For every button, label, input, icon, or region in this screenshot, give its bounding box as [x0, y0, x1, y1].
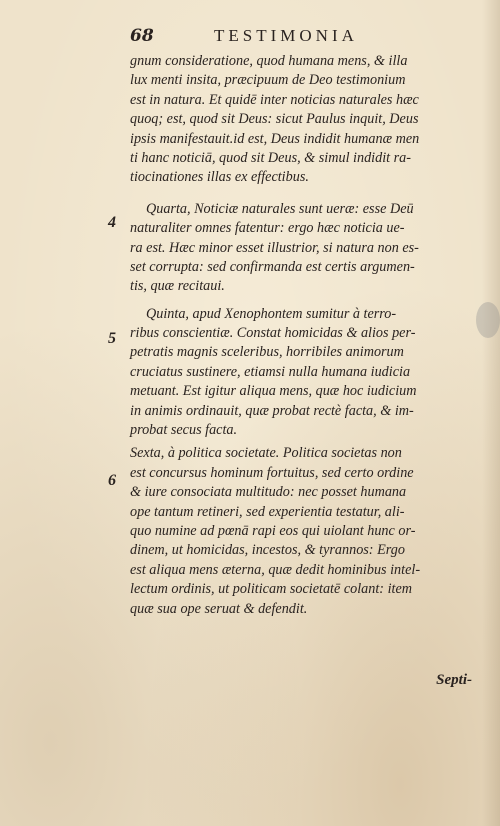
text-line: tis, quæ recitaui. [130, 278, 225, 295]
text-line: naturaliter omnes fatentur: ergo hæc noticia ue- [130, 220, 405, 237]
text-line: ribus conscientiæ. Constat homicidas & alios per- [130, 325, 416, 342]
text-line: lux menti insita, præcipuum de Deo testimonium [130, 72, 406, 89]
text-line: ra est. Hæc minor esset illustrior, si natura non es- [130, 239, 419, 256]
margin-number-4: 4 [108, 214, 116, 231]
text-line: petratis magnis sceleribus, horribiles animorum [130, 344, 404, 361]
text-line: Quarta, Noticiæ naturales sunt ueræ: esse Deū [146, 200, 414, 217]
page-edge-shadow [482, 0, 500, 826]
text-line: est in natura. Et quidē inter noticias naturales hæc [130, 91, 419, 108]
text-line: ti hanc noticiā, quod sit Deus, & simul indidit ra- [130, 149, 411, 166]
text-line: in animis ordinauit, quæ probat rectè facta, & im- [130, 402, 414, 419]
page-number: 68 [130, 26, 154, 46]
text-line: est concursus hominum fortuitus, sed certo ordine [130, 464, 414, 481]
text-line: est aliqua mens æterna, quæ dedit hominibus intel- [130, 561, 421, 578]
margin-number-6: 6 [108, 472, 116, 489]
ink-blot [476, 302, 500, 338]
text-line: tiocinationes illas ex effectibus. [130, 169, 309, 186]
text-line: Sexta, à politica societate. Politica societas non [130, 445, 402, 462]
text-line: probat secus facta. [130, 422, 238, 439]
text-line: Quinta, apud Xenophontem sumitur à terro- [146, 305, 397, 322]
text-line: ope tantum retineri, sed experientia testatur, ali- [130, 503, 405, 520]
text-line: quo numine ad pœnā rapi eos qui uiolant hunc or- [130, 522, 416, 539]
margin-number-5: 5 [108, 330, 116, 347]
page-header [130, 26, 460, 50]
text-line: cruciatus sustinere, etiamsi nulla humana iudicia [130, 363, 411, 380]
text-line: lectum ordinis, ut politicam societatē colant: item [130, 581, 412, 598]
text-line: ipsis manifestauit.id est, Deus indidit humanæ men [130, 130, 420, 147]
text-line: & iure consociata multitudo: nec posset humana [130, 484, 407, 501]
running-title: TESTIMONIA [214, 26, 358, 45]
text-body [130, 52, 475, 619]
text-line: dinem, ut homicidas, incestos, & tyrannos: Ergo [130, 542, 405, 559]
text-line: gnum consideratione, quod humana mens, & illa [130, 53, 408, 69]
catchword: Septi- [436, 672, 472, 688]
text-line: set corrupta: sed confirmanda est certis argumen- [130, 258, 415, 275]
text-line: quæ sua ope seruat & defendit. [130, 600, 308, 617]
text-line: quoq; est, quod sit Deus: sicut Paulus inquit, Deus [130, 111, 419, 128]
text-line: metuant. Est igitur aliqua mens, quæ hoc iudicium [130, 383, 417, 400]
